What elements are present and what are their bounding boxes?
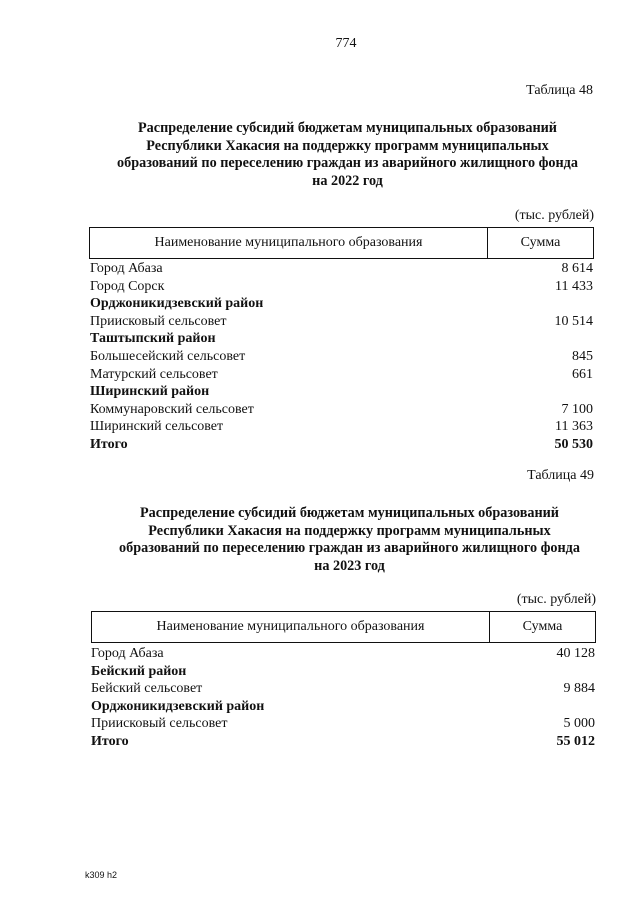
row-name: Коммунаровский сельсовет <box>90 401 254 417</box>
column-header-sum: Сумма <box>520 235 561 250</box>
row-value: 40 128 <box>556 646 595 661</box>
table-title <box>82 505 617 575</box>
table-row-group-heading <box>91 663 595 681</box>
title-line: образований по переселению граждан из аварийного жилищного фонда <box>117 155 578 172</box>
table-caption: Таблица 49 <box>527 468 594 483</box>
title-line: на 2022 год <box>312 172 383 189</box>
table-row <box>90 401 593 419</box>
table-row <box>90 348 593 366</box>
row-name: Город Абаза <box>90 261 163 276</box>
table-row-group-heading <box>91 698 595 716</box>
row-name: Матурский сельсовет <box>90 366 218 382</box>
table-header <box>91 611 596 643</box>
table-row <box>90 313 593 331</box>
table-row <box>90 278 593 296</box>
row-name: Бейский район <box>91 663 187 679</box>
row-value: 5 000 <box>563 716 595 732</box>
row-value: 50 530 <box>554 436 593 452</box>
table-row-group-heading <box>90 383 593 401</box>
row-name: Приисковый сельсовет <box>90 313 227 329</box>
title-line: Распределение субсидий бюджетам муниципальных образований <box>138 120 557 136</box>
table-row <box>91 645 595 663</box>
row-value: 7 100 <box>561 401 593 417</box>
row-name: Орджоникидзевский район <box>91 698 265 714</box>
row-value: 9 884 <box>563 681 595 697</box>
row-name: Город Сорск <box>90 278 165 294</box>
title-line: Республики Хакасия на поддержку программ муниципальных <box>146 137 549 154</box>
row-value: 845 <box>572 348 593 364</box>
row-name: Приисковый сельсовет <box>91 716 228 732</box>
row-name: Ширинский сельсовет <box>90 419 224 435</box>
row-name: Итого <box>91 733 129 749</box>
row-name: Итого <box>90 436 128 452</box>
table-caption: Таблица 48 <box>526 83 593 98</box>
table-body <box>91 645 595 751</box>
table-row <box>90 418 593 436</box>
row-value: 661 <box>572 366 593 382</box>
row-value: 11 363 <box>555 419 593 435</box>
units-label: (тыс. рублей) <box>516 592 596 607</box>
column-header-name: Наименование муниципального образования <box>90 228 488 258</box>
row-value: 55 012 <box>556 733 595 749</box>
row-name: Таштыпский район <box>90 331 216 347</box>
table-body <box>90 260 593 454</box>
title-line: Республики Хакасия на поддержку программ муниципальных <box>148 522 551 539</box>
table-row-total <box>90 436 593 454</box>
row-value: 11 433 <box>555 278 593 294</box>
row-name: Город Абаза <box>91 646 164 661</box>
table-row-group-heading <box>90 330 593 348</box>
table-row <box>90 366 593 384</box>
row-value: 10 514 <box>554 313 593 329</box>
table-row-total <box>91 733 595 751</box>
row-name: Бейский сельсовет <box>91 681 203 697</box>
row-name: Большесейский сельсовет <box>90 348 246 364</box>
row-name: Орджоникидзевский район <box>90 296 264 312</box>
title-line: Распределение субсидий бюджетам муниципальных образований <box>140 505 559 521</box>
column-header-sum: Сумма <box>522 619 563 634</box>
table-row <box>91 680 595 698</box>
footer-code: k309 h2 <box>85 870 118 880</box>
column-header-name: Наименование муниципального образования <box>92 612 490 642</box>
page-number: 774 <box>335 36 357 51</box>
table-row <box>90 260 593 278</box>
units-label: (тыс. рублей) <box>514 208 594 223</box>
table-header <box>89 227 594 259</box>
title-line: на 2023 год <box>314 557 385 574</box>
table-row <box>91 715 595 733</box>
table-title <box>80 120 615 190</box>
title-line: образований по переселению граждан из аварийного жилищного фонда <box>119 540 580 557</box>
row-name: Ширинский район <box>90 384 210 400</box>
table-row-group-heading <box>90 295 593 313</box>
row-value: 8 614 <box>561 261 593 276</box>
